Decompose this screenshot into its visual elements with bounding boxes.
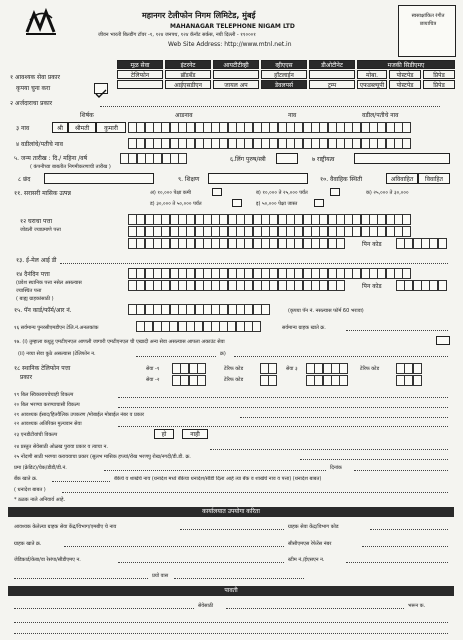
org-address: जीवन भारती बिल्डींग टॉवर -१, १२४ जनपथ, १२४ कॅनॉट सर्कस, नयी दिल्ली - ११०००१ [98,32,256,38]
home-address-row-1[interactable] [128,214,411,225]
service-broadband[interactable]: ब्रॉडबँड [165,70,211,79]
nationality-field[interactable] [354,153,450,164]
label-dob: ५. जन्म तारीख : दि./ महिना /वर्ष [14,155,88,162]
esn-field[interactable] [346,562,448,563]
service-3-cells[interactable] [306,363,348,374]
name-head-surname: आडनाव [175,112,193,119]
org-name-hindi: महानगर टेलीफोन निगम लिमिटेड, मुंबई [142,11,256,20]
receipt-service-field[interactable] [226,608,404,609]
label-existing-account: सर्वमान्य ग्राहक खाते क्र. [282,325,326,331]
label-local-type: प्रकार [20,374,33,381]
org-name-english: MAHANAGAR TELEPHONE NIGAM LTD [170,23,295,30]
label-name: ३ नाव [16,125,30,132]
service-hotline[interactable]: हॉटलाईन [261,70,307,79]
bill-receive-field[interactable] [118,397,448,398]
name-head-father: वडील/पतीचे नाव [362,112,399,119]
vas-field[interactable] [118,426,448,427]
income-a-box[interactable] [212,188,222,196]
label-education: ९. शिक्षण [178,176,200,183]
label-dob-note: ( कंपनीच्या बाबतीत निगमीकरणाची तारीख ) [30,164,111,170]
tariff-2-cells[interactable] [260,375,277,386]
service-fwp[interactable]: एफडब्ल्यूपी [357,80,387,89]
service-head-6: मजकी सिडीएमए [357,60,455,69]
service-head-1: मूळ सेवा [117,60,163,69]
bank-account-field[interactable] [52,481,110,482]
label-office-code: ग्राहक सेवा केंद्र/विभाग कोड [288,524,339,530]
label-cheque-note: ( धनादेश बाबत ) [14,487,46,493]
home-address-row-2[interactable] [128,226,411,237]
service-head-5: डीओटीनेट [309,60,355,69]
tariff-1-cells[interactable] [260,363,277,374]
label-new-service-no: क्र) [220,351,226,357]
email-field[interactable] [60,263,448,264]
existing-tel-cells[interactable] [136,321,261,332]
payment-mode-field[interactable] [300,459,448,460]
website-address: Web Site Address: http://www.mtnl.net.in [168,41,292,48]
label-payment-mode: २५ नोंदणी साठी भरण्या करावयाचा प्रकार (सुलभ मासिक हप्त्यां/रोख भरणपु रोख/नगदी/डी.डी. क्र. [14,454,191,460]
cheque-note-field[interactable] [62,492,448,493]
label-receipt-amount: भरून क. [408,603,426,609]
label-date: दिनांक [330,465,342,471]
other-service-box[interactable] [436,336,450,345]
label-prayog: प्रयो वास [152,573,169,579]
father-name-cells[interactable] [128,138,411,149]
name-head-title: शिर्षक [80,112,94,119]
existing-account-field[interactable] [346,330,448,331]
applicant-type-field[interactable] [100,106,440,107]
label-applicant-type: २ अर्जदाराचा प्रकार [10,100,53,107]
label-office-centre: आवश्यक केलेल्या ग्राहक सेवा केंद्र/विभाग/एमबीए चे नाव [14,524,117,530]
service-1-cells[interactable] [172,363,205,374]
label-daily-note-3: ( बाह्य ग्राहकांसाठी ) [16,296,54,302]
equipment-field[interactable] [240,417,448,418]
label-service-1: सेवा -१ [146,366,160,372]
sim-card-field[interactable] [118,562,284,563]
service-head-4: व्हीएएस [261,60,307,69]
marital-married[interactable]: विवाहित [418,173,450,184]
ccms-ref-field[interactable] [362,546,448,547]
income-e: इ) ५०,००० पेक्षा जास्त [256,201,298,207]
service-developers[interactable]: डेवलपर्स [261,80,307,89]
label-daily-note-1: (प्रवेश स्थानिक पत्ता नसेल असल्यास [16,280,82,286]
label-bank-account: बँक खाते क्र. [14,476,38,482]
new-service-tel-field[interactable] [136,356,216,357]
income-d-box[interactable] [232,199,242,207]
service-mobile[interactable]: मोबा. [357,70,387,79]
photo-box-label: स्वसाक्षांकित रंगीत छायाचित्र [411,13,445,27]
mtnl-logo [24,6,58,38]
service-blank[interactable] [117,80,163,89]
label-ndnc: २३ एनडीटीयांची विकल्प [14,432,58,438]
pin-cells-1[interactable] [396,238,446,249]
label-new-service: (ii) नव्या सेवा कुठे असल्यास (टेलिफोन न. [18,351,96,357]
label-mandatory-note: * ठळक नाले अनिवार्य आहे. [14,497,66,503]
label-bank-name: बँकेचे व शाखेचे नाव (धनादेश मध्ये बँकेचा धनादेश/सीडी दिला आहे त्या बँक व शाखेचे नाव व पत्ता) (धनादेश बाबत) [114,476,322,482]
service-2-cells[interactable] [172,375,205,386]
label-gender: ६.लिंग पुरुष/स्त्री [230,156,266,163]
label-email: १३. ई-मेल आई डी [16,257,57,264]
label-pan: १५. पॅन कार्ड/फॉर्म/आर नं. [14,307,72,314]
photo-box[interactable] [398,5,456,57]
dob-cells[interactable] [120,153,187,164]
label-father-name: ४ वडीलांचे/पतीचे नाव [16,141,63,148]
service-prepaid-2[interactable]: प्रिपेड [423,80,455,89]
service-dialup[interactable]: जायल अप [213,80,259,89]
daily-address-row-1[interactable] [128,268,411,279]
label-pin-2: पिन कोड [362,283,382,290]
label-service-3: सेवा ३ [286,366,298,372]
label-nationality: ७ राष्ट्रीयत्व [312,156,335,163]
service-head-2: इंटरनेट [165,60,211,69]
label-cheque: प्रमा (क्रेडिट)/चेक/डीडी/डी.नं. [14,465,67,471]
id-proof-field[interactable] [210,449,448,450]
office-code-field[interactable] [370,529,448,530]
service-telephone[interactable]: टेलिफोन [117,70,163,79]
cheque-field[interactable] [104,470,326,471]
date-field[interactable] [354,470,448,471]
label-receipt-service: सेवेसाठी [198,603,214,609]
label-home-address: १२ घराचा पत्ता [20,218,53,225]
service-4-cells[interactable] [306,375,348,386]
label-pin-1: पिन कोड [362,241,382,248]
service-iptv[interactable] [213,70,259,79]
service-postpaid[interactable]: पोस्टपेड [389,70,421,79]
title-mrs[interactable]: श्रीमती [68,122,96,133]
label-tariff-1: टेरिफ कोड [224,366,244,372]
receipt-line-2[interactable] [14,622,448,623]
office-sign-field-2[interactable] [174,578,304,579]
tariff-4-cells[interactable] [396,375,421,386]
pin-cells-2[interactable] [396,280,446,291]
ndnc-no[interactable]: नाही [182,429,208,439]
office-sign-field-1[interactable] [14,578,148,579]
home-address-row-3[interactable] [128,238,344,249]
service-prepaid[interactable]: प्रिपेड [423,70,455,79]
income-e-box[interactable] [314,199,324,207]
label-service-type: १ आवश्यक सेवा प्रकार [10,74,60,81]
label-pan-note: (कृपया पॅन नं. नसल्यास फॉर्म 60 भरावा) [288,308,364,314]
name-head-name: नाव [288,112,297,119]
tick-icon [95,89,107,99]
education-field[interactable] [208,173,308,184]
label-tariff-2: टेरिफ कोड [224,377,244,383]
label-existing-tel: १६ सर्वमान्य पुनरसीएमडीएन टेलि.नं.अनलकांक [14,325,99,331]
hobby-field[interactable] [44,173,154,184]
customer-account-field[interactable] [64,546,284,547]
label-other-service: १७. (i) तुम्हाला कधुतु एमटीएनएल आणली जागारी एमटीएनएल ची एखादी अन्य सेवा असल्यास आपला अकाउंट सेवा [14,339,225,345]
label-tariff-3: टेरिफ कोड [360,366,380,372]
tariff-3-cells[interactable] [396,363,421,374]
label-sim-card: जेडिकार्ड/केबा/वा रेसंपा/सीडीएमए न. [14,557,81,563]
label-daily-address: १४ दैनंदिन पत्ता [16,271,50,278]
income-b: ब) १०,००० ते २५,००० पर्यंत [256,190,308,196]
label-income: ११. सरासरी मासिक उत्पन्न [14,190,71,197]
title-mr[interactable]: श्री [52,122,68,133]
new-service-no-field[interactable] [234,356,448,357]
income-b-box[interactable] [330,188,340,196]
income-a: अ) १०,००० पेक्षा कमी [150,190,191,196]
ndnc-yes[interactable]: हो [154,429,174,439]
label-bill-receive: १९ बिल स्विकारायचेचाही विकल्प [14,392,74,398]
service-trump[interactable]: ट्रम्प [309,80,355,89]
service-dotnet[interactable] [309,70,355,79]
service-postpaid-2[interactable]: पोस्टपेड [389,80,421,89]
label-hobby: ८ छंद [18,176,31,183]
label-home-address-note: जोडली ज्याप्रमाणे पत्ता [20,227,61,233]
label-customer-account: ग्राहक खाते क्र. [14,541,42,547]
label-bill-pay: २० बिल भरण्या करण्याचासी विकल्प [14,402,80,408]
office-centre-field[interactable] [180,529,284,530]
label-local-tel: १८ स्थानिक टेलिफोन पत्ता [14,365,71,372]
label-daily-note-2: ज्यास्थित पत्ता [16,288,42,294]
gender-field[interactable] [276,153,298,164]
daily-address-row-2[interactable] [128,280,344,291]
service-head-3: आयटीटीव्ही [213,60,259,69]
label-esn: स्टीम नं./ईएसएन न. [288,557,325,563]
label-ccms-ref: सीसीएमएस रेफेरेंस नंबर [288,541,332,547]
title-miss[interactable]: कुमारी [96,122,126,133]
label-please-tick: कृपया चुना करा [16,85,51,92]
name-cells[interactable] [128,122,411,133]
receipt-header: पावती [8,586,454,596]
tick-box[interactable] [94,83,108,94]
pan-cells[interactable] [128,304,269,315]
label-marital: १०. वैवाहिक स्थिती [320,176,363,183]
label-vas: २२ आवश्यक अतिरिक्त मुल्यवान सेवा [14,421,82,427]
marital-single[interactable]: अविवाहित [386,173,418,184]
label-id-proof: २४ प्रस्तुत सेवेसाठी ओळख पुरावा प्रकार व त्याचा न. [14,444,108,450]
office-use-header: कार्यालयात उपयोगा करिता [8,507,454,517]
income-d: ड) ३०,००० ते ५०,००० पर्यंत [150,201,202,207]
label-equipment: २१ आवश्यक ईसाद/हितवैलिक उपकरण /मोबाईल मोबाईल नंबर व प्रकार [14,412,145,418]
label-service-2: सेवा -२ [146,377,160,383]
service-isdn[interactable]: आईएसडीएन [165,80,211,89]
income-c: क) २५,००० ते ३०,००० [366,190,409,196]
bill-pay-field[interactable] [118,407,448,408]
receipt-name-field[interactable] [14,608,194,609]
receipt-line-3[interactable] [14,633,448,634]
